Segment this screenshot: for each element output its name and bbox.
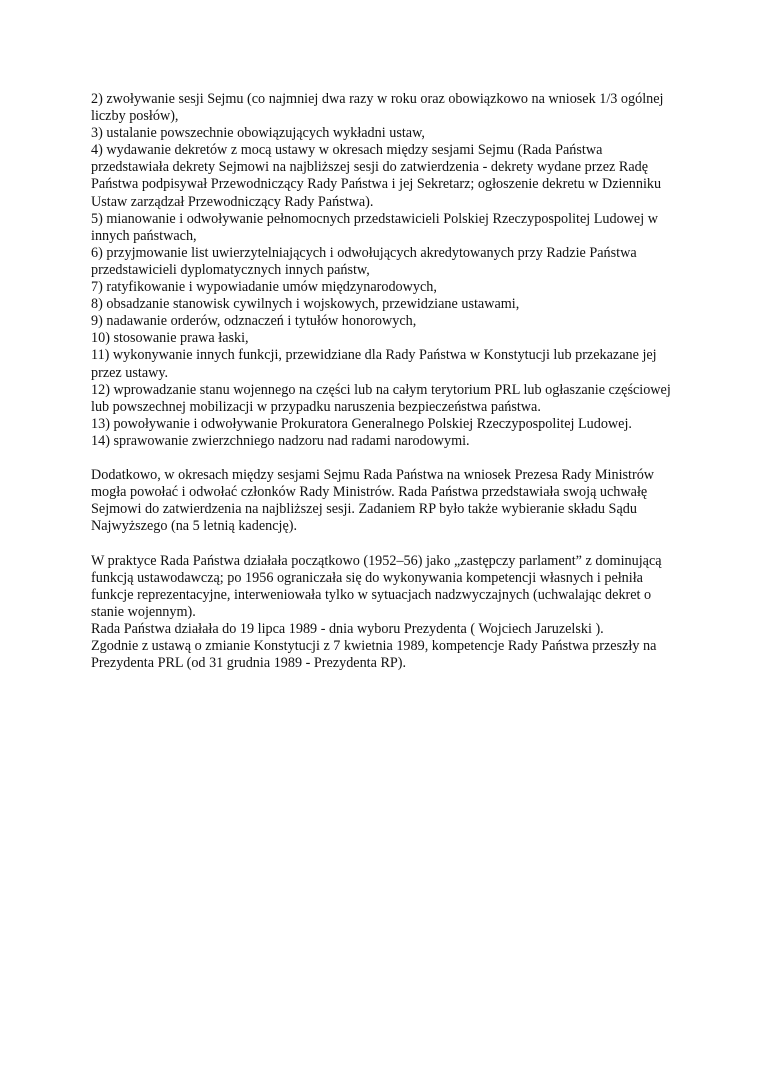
list-item: 11) wykonywanie innych funkcji, przewidziane dla Rady Państwa w Konstytucji lub przekazane jej przez ustawy. [91, 347, 657, 381]
paragraph-spacer [91, 535, 681, 552]
paragraph-transfer: Zgodnie z ustawą o zmianie Konstytucji z 7 kwietnia 1989, kompetencje Rady Państwa przeszły na Prezydenta PRL (od 31 grudnia 1989 - Prezydenta RP). [91, 638, 657, 672]
paragraph-end-date: Rada Państwa działała do 19 lipca 1989 - dnia wyboru Prezydenta ( Wojciech Jaruzelski ). [91, 620, 604, 637]
list-item: 6) przyjmowanie list uwierzytelniających i odwołujących akredytowanych przy Radzie Państwa przedstawicieli dyplomatycznych innych państw, [91, 244, 637, 278]
list-item: 13) powoływanie i odwoływanie Prokuratora Generalnego Polskiej Rzeczypospolitej Ludowej. [91, 415, 632, 432]
list-item: 5) mianowanie i odwoływanie pełnomocnych przedstawicieli Polskiej Rzeczypospolitej Ludowej w innych państwach, [91, 210, 658, 244]
list-item: 14) sprawowanie zwierzchniego nadzoru nad radami narodowymi. [91, 432, 470, 449]
list-item: 8) obsadzanie stanowisk cywilnych i wojskowych, przewidziane ustawami, [91, 296, 520, 313]
list-item: 9) nadawanie orderów, odznaczeń i tytułów honorowych, [91, 313, 417, 330]
document-body [91, 91, 681, 672]
list-item: 3) ustalanie powszechnie obowiązujących wykładni ustaw, [91, 125, 425, 142]
paragraph-practice: W praktyce Rada Państwa działała początkowo (1952–56) jako „zastępczy parlament” z dominującą funkcją ustawodawczą; po 1956 ograniczała się do wykonywania kompetencji własnych i pełniła funkcje reprezentacyjne, interweniowała tylko w sytuacjach nadzwyczajnych (uchwalając dekret o stanie wojennym). [91, 552, 662, 620]
paragraph-spacer [91, 450, 681, 467]
paragraph-additional-powers: Dodatkowo, w okresach między sesjami Sejmu Rada Państwa na wniosek Prezesa Rady Ministrów mogła powołać i odwołać członków Rady Ministrów. Rada Państwa przedstawiała swoją uchwałę Sejmowi do zatwierdzenia na najbliższej sesji. Zadaniem RP było także wybieranie składu Sądu Najwyższego (na 5 letnią kadencję). [91, 467, 655, 535]
list-item: 12) wprowadzanie stanu wojennego na części lub na całym terytorium PRL lub ogłaszanie częściowej lub powszechnej mobilizacji w przypadku naruszenia bezpieczeństwa państwa. [91, 381, 671, 415]
list-item: 10) stosowanie prawa łaski, [91, 330, 249, 347]
list-item: 7) ratyfikowanie i wypowiadanie umów międzynarodowych, [91, 279, 437, 296]
list-item: 4) wydawanie dekretów z mocą ustawy w okresach między sesjami Sejmu (Rada Państwa przedstawiała dekrety Sejmowi na najbliższej sesji do zatwierdzenia - dekrety wydane przez Radę Państwa podpisywał Przewodniczący Rady Państwa i jej Sekretarz; ogłoszenie dekretu w Dzienniku Ustaw zarządzał Przewodniczący Rady Państwa). [91, 142, 662, 210]
list-item: 2) zwoływanie sesji Sejmu (co najmniej dwa razy w roku oraz obowiązkowo na wniosek 1/3 ogólnej liczby posłów), [91, 91, 664, 125]
